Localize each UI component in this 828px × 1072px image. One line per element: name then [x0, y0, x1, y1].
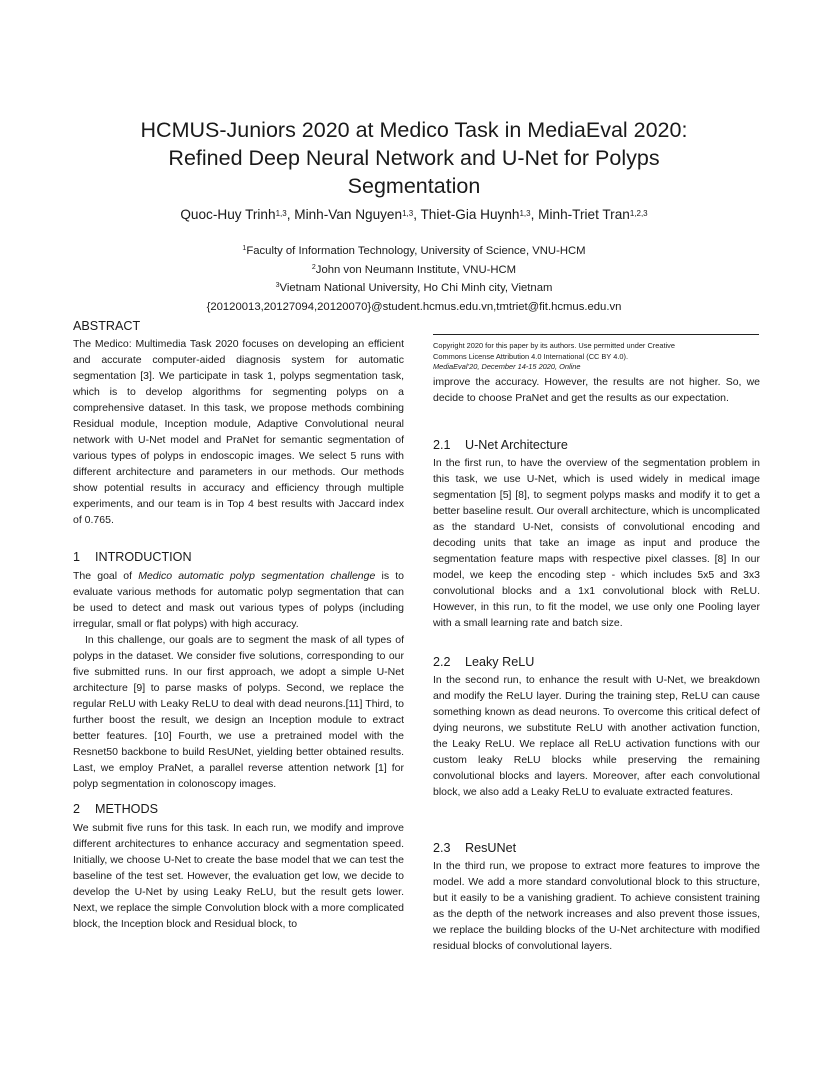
title-line: Refined Deep Neural Network and U-Net for Polyps [168, 146, 660, 170]
author-separator: , [413, 207, 421, 222]
author-name: Quoc-Huy Trinh [180, 207, 276, 222]
subsection-number: 2.1 [433, 438, 451, 452]
section-heading-introduction [73, 549, 192, 565]
author-separator: , [530, 207, 539, 222]
affiliations [60, 242, 768, 316]
paper-title [90, 116, 738, 200]
affiliation-text: John von Neumann Institute, VNU-HCM [315, 263, 517, 276]
venue-line: MediaEval’20, December 14-15 2020, Online [433, 362, 581, 371]
abstract-body [73, 336, 404, 528]
affiliation-marker: 3 [275, 282, 280, 289]
section-number: 2 [73, 802, 81, 816]
subsection-number: 2.2 [433, 655, 451, 669]
affiliation-text: Vietnam National University, Ho Chi Minh city, Vietnam [279, 282, 553, 294]
author-affil-marker: 1,2,3 [629, 209, 648, 218]
abstract-heading: ABSTRACT [73, 319, 141, 333]
author-list [60, 206, 768, 224]
author-name: Thiet-Gia Huynh [420, 207, 520, 222]
affiliation-line [60, 261, 768, 280]
author-separator: , [286, 207, 295, 222]
methods-continued [433, 374, 760, 406]
affiliation-text: Faculty of Information Technology, University of Science, VNU-HCM [246, 245, 586, 257]
subsection-number: 2.3 [433, 841, 451, 855]
unet-body [433, 455, 760, 631]
section-title: METHODS [95, 802, 158, 816]
text-run: is to evaluate various methods for automatic polyp segmentation that can be used to detect and mask out various types of polyps (including irregular, small or flat polyps) with high accuracy. [73, 570, 404, 630]
abstract-text: The Medico: Multimedia Task 2020 focuses on developing an efficient and accurate computer-aided diagnosis system for automatic segmentation [3]. We participate in task 1, polyps segmentation task, which is to develop algorithms for segmenting polyps on a comprehensive dataset. In this task, we propose methods combining Residual module, Inception module, Adaptive Convolutional neural network with U-Net model and PraNet for semantic segmentation of various types of polyps in endoscopic images. We select 5 runs with different architecture and parameters in our methods. Our methods show potential results in accuracy and efficiency through multiple experiments, and our team is in Top 4 best results with Jaccard index of 0.765. [73, 338, 404, 526]
methods-body [73, 820, 404, 932]
section-title: INTRODUCTION [95, 550, 192, 564]
author-affil-marker: 1,3 [519, 209, 531, 218]
subsection-title: U-Net Architecture [465, 438, 568, 452]
author-affil-marker: 1,3 [402, 209, 414, 218]
leaky-relu-paragraph: In the second run, to enhance the result with U-Net, we breakdown and modify the ReLU layer. During the training step, ReLU can cause something known as dead neurons. To overcome this critical defect of dying neurons, we substitute ReLU with another activation function, the Leaky ReLU. We replace all ReLU activation functions with our custom leaky ReLU blocks while preserving the remaining convolutional blocks and layers. Moreover, after each convolutional block, we also add a Leaky ReLU to evaluate extracted features. [433, 674, 760, 798]
author-name: Minh-Van Nguyen [294, 207, 403, 222]
methods-paragraph: improve the accuracy. However, the results are not higher. So, we decide to choose PraNet and get the results as our expectation. [433, 376, 760, 404]
title-line: HCMUS-Juniors 2020 at Medico Task in MediaEval 2020: [140, 118, 688, 142]
introduction-paragraph: In this challenge, our goals are to segment the mask of all types of polyps in the dataset. We consider five solutions, corresponding to our five submitted runs. In our first approach, we adopt a simple U-Net architecture [9] to parse masks of polyps. Second, we replace the regular ReLU with Leaky ReLU to deal with dead neurons.[11] Third, to further boost the result, we design an Inception module to extract better features. [10] Fourth, we use a pretrained model with the Resnet50 backbone to build ResUNet, yielding better obtained results. Last, we employ PraNet, a parallel reverse attention network [1] for polyp segmentation in colonoscopy images. [73, 634, 404, 790]
author-affil-marker: 1,3 [275, 209, 287, 218]
copyright-line: Copyright 2020 for this paper by its authors. Use permitted under Creative [433, 341, 675, 350]
introduction-body [73, 568, 404, 792]
author-emails: {20120013,20127094,20120070}@student.hcmus.edu.vn,tmtriet@fit.hcmus.edu.vn [206, 300, 622, 313]
resunet-paragraph: In the third run, we propose to extract more features to improve the model. We add a more standard convolutional block to this structure, but it easily to be a vanishing gradient. To achieve consistent training as the depth of the network increases and also prevent those issues, we replace the building blocks of the U-Net architecture with modified residual blocks of convolutional layers. [433, 860, 760, 952]
section-number: 1 [73, 550, 81, 564]
methods-paragraph: We submit five runs for this task. In each run, we modify and improve different architectures to enhance accuracy and segmentation speed. Initially, we choose U-Net to create the base model that we can test the baseline of the test set. However, the evaluation get low, we decide to develop the U-Net by using Leaky ReLU, but the result gets lower. Next, we replace the simple Convolution block with a more complicated block, the Inception block and Residual block, to [73, 822, 404, 930]
subsection-heading-leaky-relu [433, 654, 534, 670]
subsection-title: Leaky ReLU [465, 655, 535, 669]
unet-paragraph: In the first run, to have the overview of the segmentation problem in this task, we use U-Net, which is used widely in medical image segmentation [5] [8], to segment polyps masks and modify it to get a better baseline result. Our overall architecture, which is uncomplicated as the standard U-Net, consists of convolutional encoding and decoding units that take an image as input and produce the segmentation feature maps with respective pixel classes. [8] In our model, we keep the encoding step - which includes 5x5 and 3x3 convolutional blocks and a 1x1 convolutional block with ReLU. However, in this run, to fit the model, we use only one Pooling layer with a small learning rate and batch size. [433, 457, 760, 629]
copyright-notice [433, 341, 759, 373]
title-line: Segmentation [347, 174, 481, 198]
resunet-body [433, 858, 760, 954]
affiliation-marker: 1 [242, 245, 247, 252]
author-name: Minh-Triet Tran [538, 207, 630, 222]
challenge-name: Medico automatic polyp segmentation challenge [138, 570, 376, 582]
text-run: The goal of [73, 570, 139, 582]
footnote-rule [433, 334, 759, 335]
section-heading-methods [73, 801, 158, 817]
subsection-heading-unet [433, 437, 568, 453]
affiliation-line [60, 242, 768, 261]
leaky-relu-body [433, 672, 760, 800]
subsection-title: ResUNet [465, 841, 517, 855]
affiliation-line [60, 279, 768, 298]
subsection-heading-resunet [433, 840, 516, 856]
introduction-paragraph [73, 568, 404, 632]
copyright-line: Commons License Attribution 4.0 International (CC BY 4.0). [433, 351, 628, 361]
affiliation-marker: 2 [311, 263, 316, 271]
